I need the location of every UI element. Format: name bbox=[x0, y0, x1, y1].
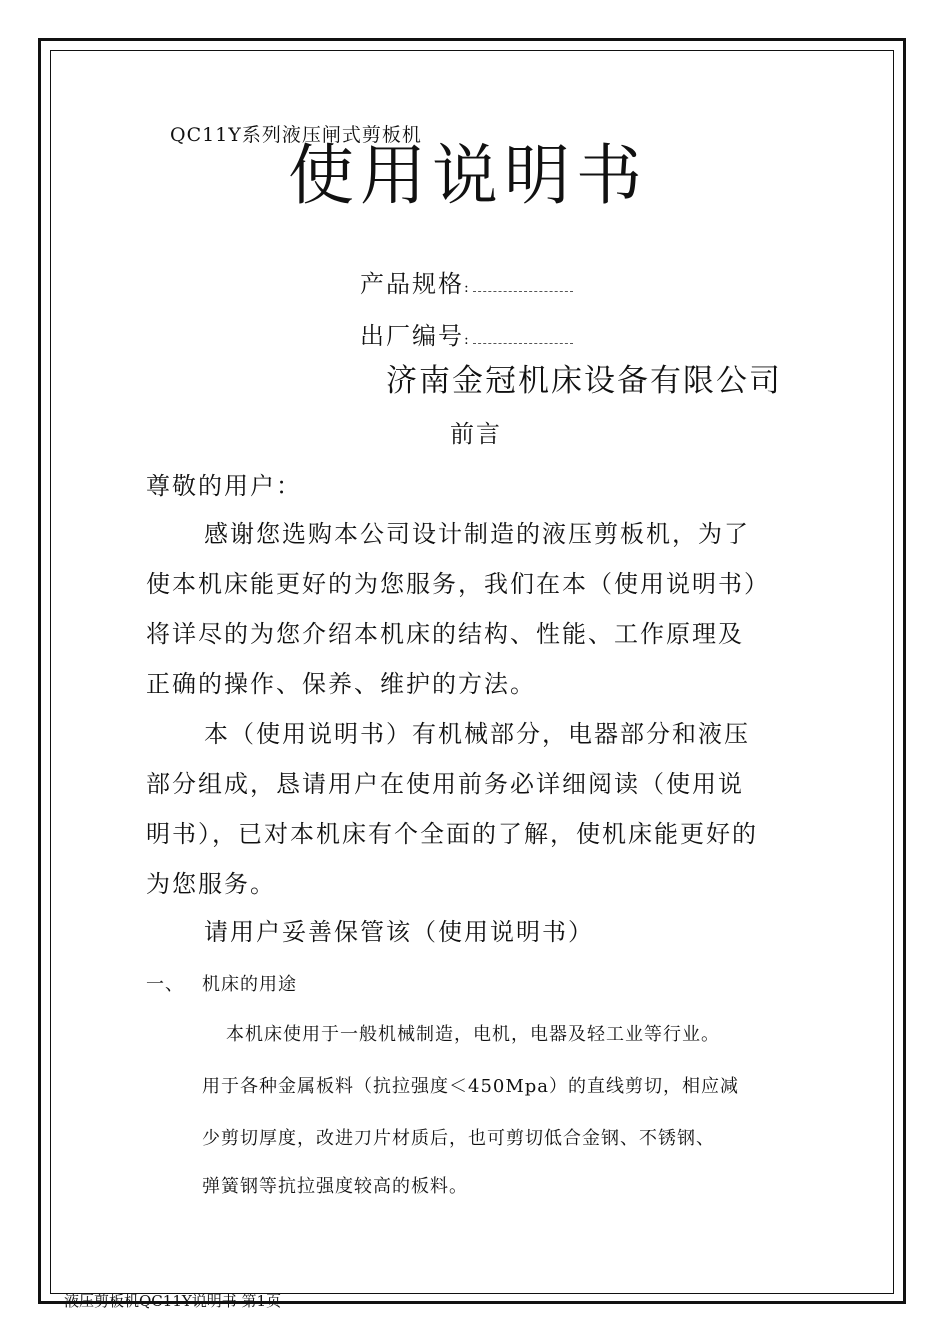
preface-p2-line: 本（使用说明书）有机械部分，电器部分和液压 bbox=[204, 720, 750, 748]
section1-number: 一、 bbox=[146, 974, 184, 995]
preface-p2-line: 明书），已对本机床有个全面的了解，使机床能更好的 bbox=[146, 820, 758, 848]
spec-colon: : bbox=[464, 280, 471, 296]
preface-p1-line: 使本机床能更好的为您服务，我们在本（使用说明书） bbox=[146, 570, 770, 598]
page-footer: 液压剪板机QC11Y说明书 第1页 bbox=[64, 1292, 282, 1310]
preface-p1-line: 正确的操作、保养、维护的方法。 bbox=[146, 670, 536, 698]
preface-p2-line: 为您服务。 bbox=[146, 870, 276, 898]
section1-line: 少剪切厚度，改进刀片材质后，也可剪切低合金钢、不锈钢、 bbox=[202, 1128, 715, 1149]
spec-label: 产品规格 bbox=[360, 270, 464, 298]
serial-blank bbox=[473, 341, 573, 344]
preface-p2-line: 部分组成，恳请用户在使用前务必详细阅读（使用说 bbox=[146, 770, 744, 798]
section1-line: 弹簧钢等抗拉强度较高的板料。 bbox=[202, 1176, 468, 1197]
product-subtitle: QC11Y系列液压闸式剪板机 bbox=[170, 124, 422, 146]
preface-p3: 请用户妥善保管该（使用说明书） bbox=[204, 918, 594, 946]
company-name: 济南金冠机床设备有限公司 bbox=[386, 363, 782, 399]
spec-field bbox=[360, 264, 573, 299]
section1-title: 机床的用途 bbox=[202, 974, 297, 995]
serial-colon: : bbox=[464, 332, 471, 348]
greeting: 尊敬的用户： bbox=[146, 472, 302, 500]
spec-blank bbox=[473, 289, 573, 292]
serial-field bbox=[360, 316, 573, 351]
section1-line: 用于各种金属板料（抗拉强度＜450Mpa）的直线剪切，相应减 bbox=[202, 1076, 740, 1097]
serial-label: 出厂编号 bbox=[360, 322, 464, 350]
document-title: 使用说明书 bbox=[288, 137, 648, 214]
preface-p1-line: 将详尽的为您介绍本机床的结构、性能、工作原理及 bbox=[146, 620, 744, 648]
preface-p1-line: 感谢您选购本公司设计制造的液压剪板机，为了 bbox=[204, 520, 750, 548]
section1-line: 本机床使用于一般机械制造，电机，电器及轻工业等行业。 bbox=[226, 1024, 720, 1045]
preface-heading: 前言 bbox=[450, 420, 502, 448]
